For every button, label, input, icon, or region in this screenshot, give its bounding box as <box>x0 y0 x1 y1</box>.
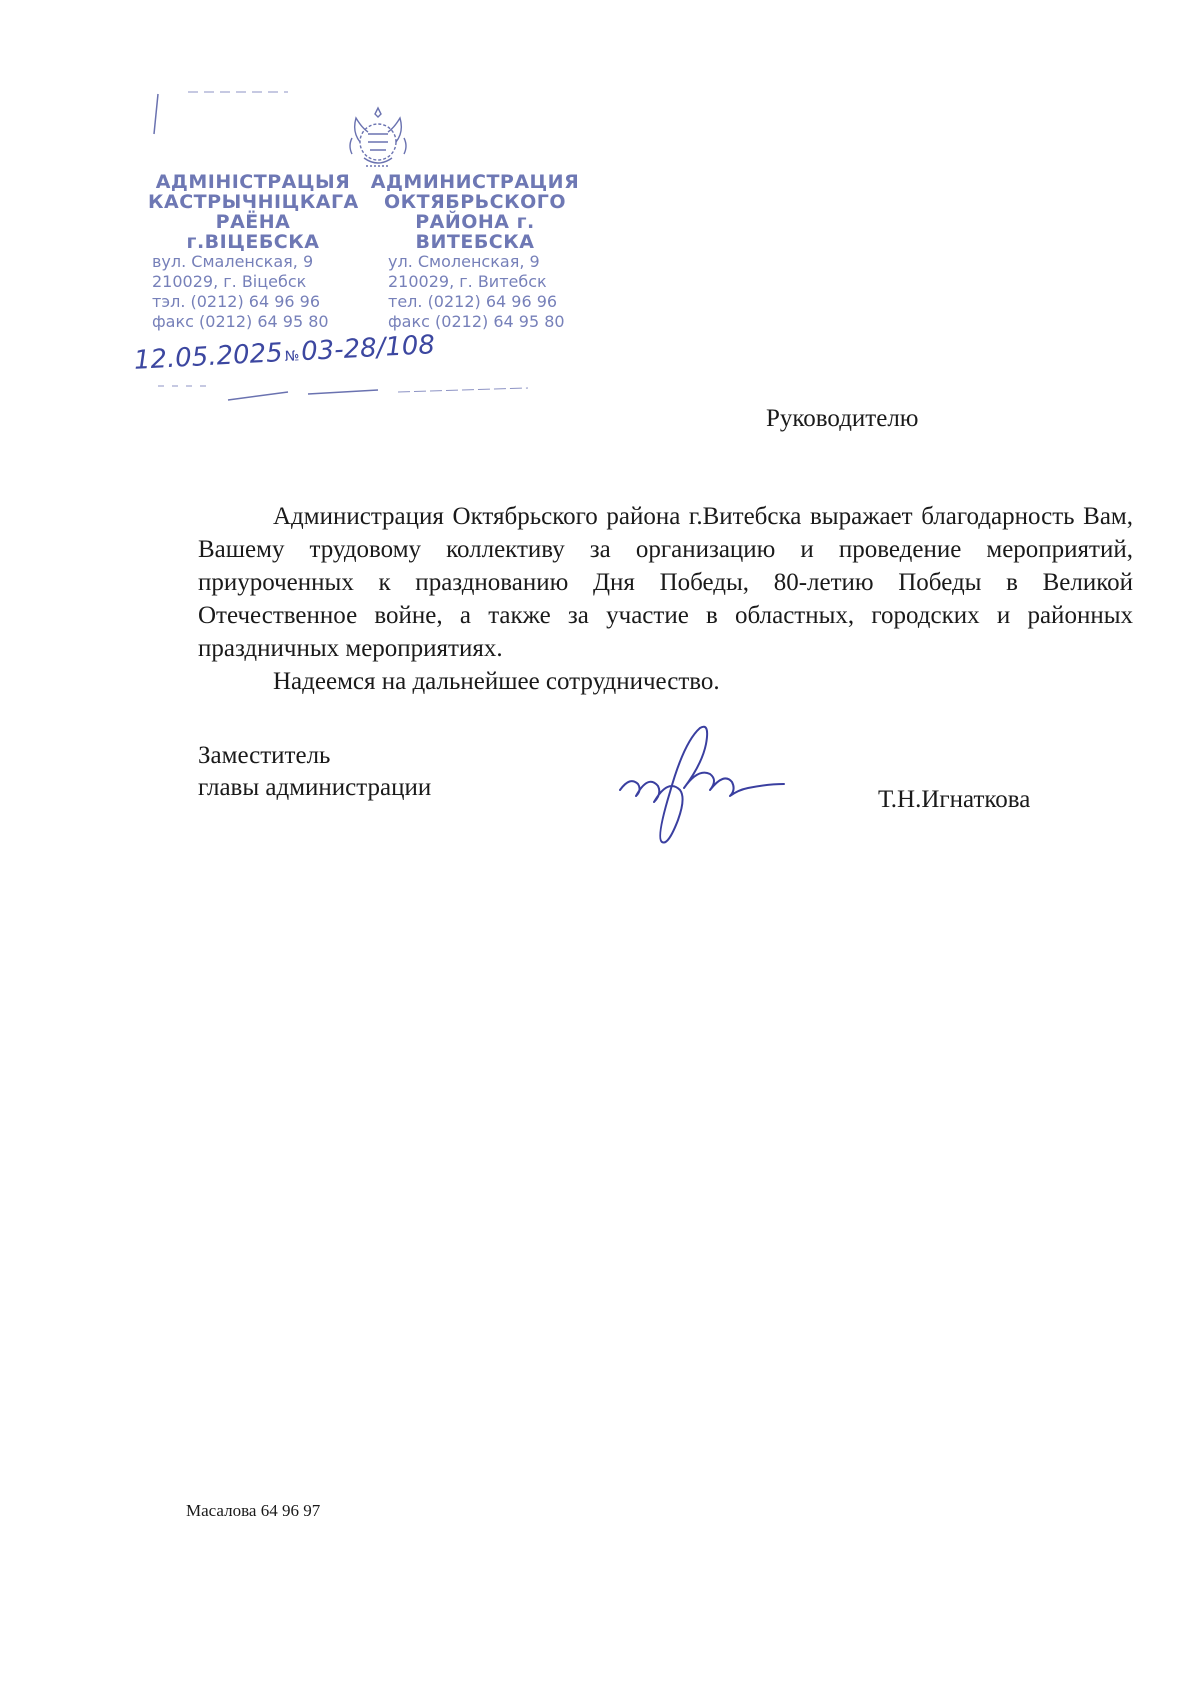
stamp-address-line: 210029, г. Витебск <box>388 272 547 291</box>
stamp-org-name-ru <box>370 172 580 252</box>
stamp-org-ru-line: АДМИНИСТРАЦИЯ <box>370 171 580 193</box>
stamp-org-by-line: КАСТРЫЧНІЦКАГА <box>148 191 359 213</box>
coat-of-arms-emblem <box>338 104 418 176</box>
stamp-address-line: тел. (0212) 64 96 96 <box>388 292 558 311</box>
stamp-address-by <box>152 252 362 332</box>
addressee: Руководителю <box>766 405 919 432</box>
handwritten-signature <box>612 720 802 850</box>
stamp-org-by-line: РАЁНА г.ВІЦЕБСКА <box>186 211 320 253</box>
stamp-address-line: ул. Смоленская, 9 <box>388 252 540 271</box>
stamp-address-line: 210029, г. Віцебск <box>152 272 307 291</box>
signatory-position-line: Заместитель <box>198 742 331 769</box>
stamp-address-line: вул. Смаленская, 9 <box>152 252 314 271</box>
stamp-address-line: факс (0212) 64 95 80 <box>388 312 565 331</box>
stamp-org-ru-line: ОКТЯБРЬСКОГО <box>383 191 567 213</box>
letter-body <box>198 500 1133 698</box>
stamp-org-by-line: АДМІНІСТРАЦЫЯ <box>155 171 351 193</box>
stamp-address-ru <box>388 252 598 332</box>
stamp-address-line: факс (0212) 64 95 80 <box>152 312 329 331</box>
stamp-org-name-by <box>148 172 358 252</box>
signatory-position-line: главы администрации <box>198 774 432 801</box>
letterhead-stamp <box>133 90 580 410</box>
stamp-address-line: тэл. (0212) 64 96 96 <box>152 292 321 311</box>
body-paragraph: Администрация Октябрьского района г.Витебска выражает благодарность Вам, Вашему трудовому коллективу за организацию и проведение мероприятий, приуроченных к празднованию Дня Победы, 80-летию Победы в Великой Отечественное войне, а также за участие в областных, городских и районных праздничных мероприятиях. <box>198 503 1133 662</box>
registration-number-label: № <box>284 348 300 365</box>
signatory-position <box>198 740 431 804</box>
signatory-name: Т.Н.Игнаткова <box>878 786 1031 813</box>
stamp-org-ru-line: РАЙОНА г. ВИТЕБСКА <box>415 211 535 253</box>
contact-line: Масалова 64 96 97 <box>186 1501 321 1520</box>
registration-date: 12.05.2025 <box>133 338 284 376</box>
registration-number: 03-28/108 <box>300 330 436 368</box>
body-paragraph: Надеемся на дальнейшее сотрудничество. <box>273 668 720 695</box>
